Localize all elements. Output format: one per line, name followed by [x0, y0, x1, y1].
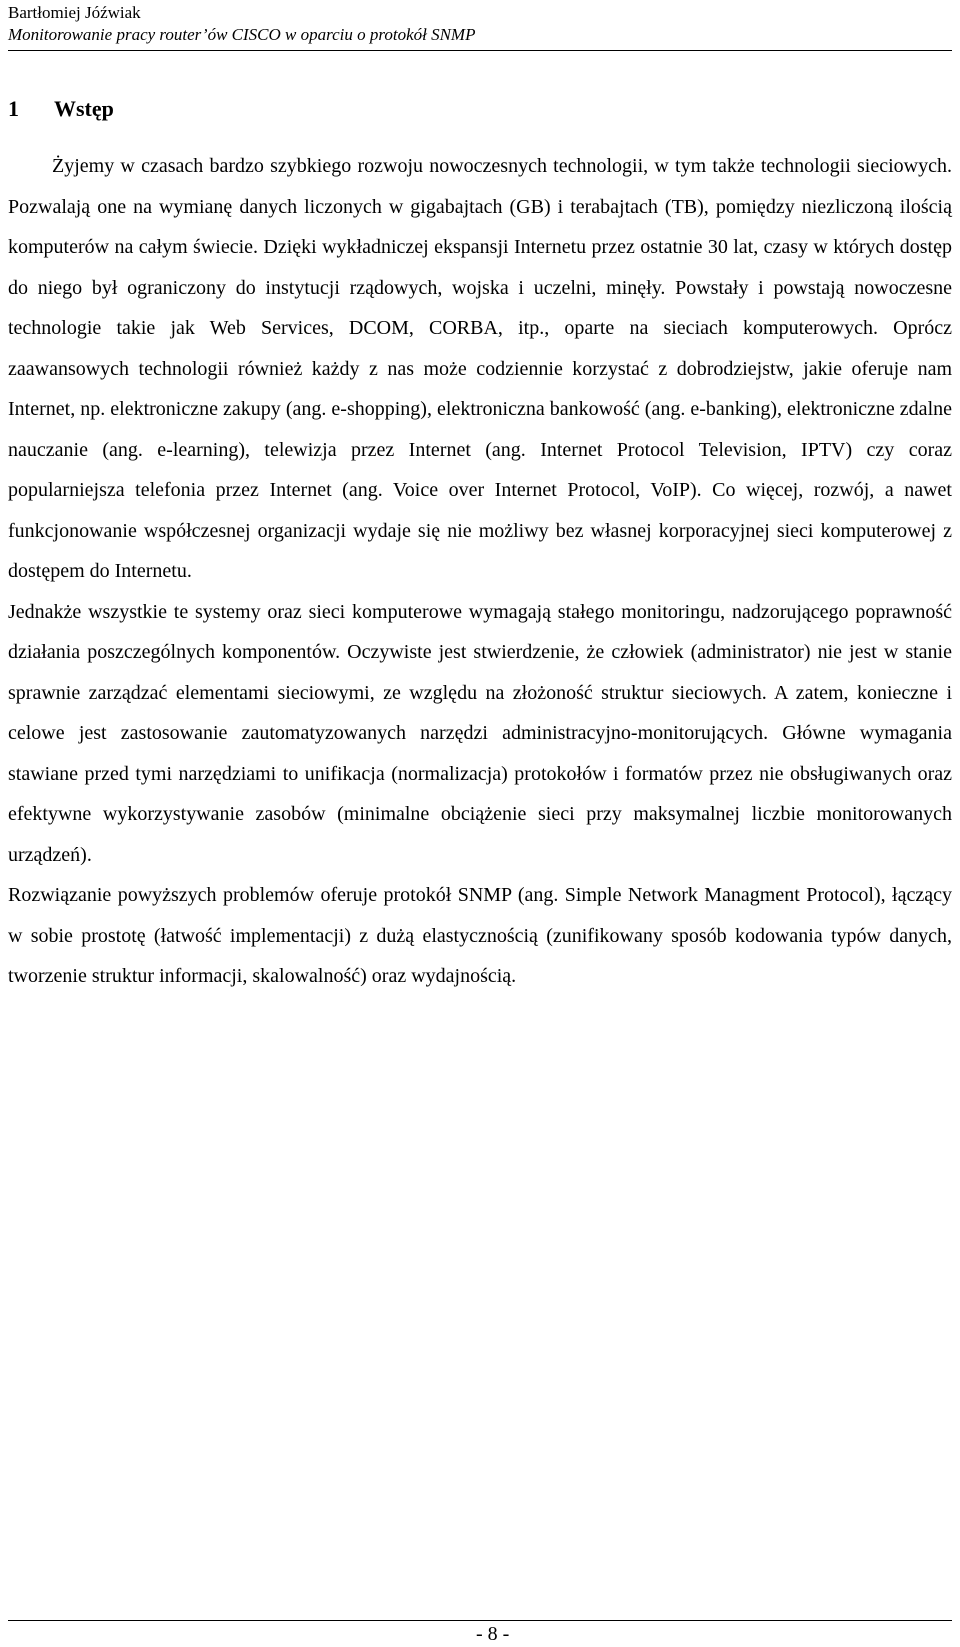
- body-text: [8, 146, 952, 997]
- page-footer: [0, 1620, 960, 1645]
- paragraph-snmp: Rozwiązanie powyższych problemów oferuje protokół SNMP (ang. Simple Network Managment Protocol), łączący w sobie prostotę (łatwość implementacji) z dużą elastycznością (zunifikowany sposób kodowania typów danych, tworzenie struktur informacji, skalowalność) oraz wydajnością.: [8, 884, 952, 987]
- document-title: Monitorowanie pracy router’ów CISCO w oparciu o protokół SNMP: [8, 25, 476, 44]
- header-divider: [8, 50, 952, 51]
- page-header: [8, 0, 952, 51]
- author-name: Bartłomiej Jóźwiak: [8, 3, 141, 22]
- section-heading: [8, 94, 114, 124]
- page-number: - 8 -: [476, 1623, 510, 1645]
- paragraph-monitoring: Jednakże wszystkie te systemy oraz sieci komputerowe wymagają stałego monitoringu, nadzorującego poprawność działania poszczególnych komponentów. Oczywiste jest stwierdzenie, że człowiek (administrator) nie jest w stanie sprawnie zarządzać elementami sieciowymi, ze względu na złożoność struktur sieciowych. A zatem, konieczne i celowe jest zastosowanie zautomatyzowanych narzędzi administracyjno-monitorujących. Główne wymagania stawiane przed tymi narzędziami to unifikacja (normalizacja) protokołów i formatów przez nie obsługiwanych oraz efektywne wykorzystywanie zasobów (minimalne obciążenie sieci przy maksymalnej liczbie monitorowanych urządzeń).: [8, 600, 952, 866]
- section-title: Wstęp: [54, 96, 114, 121]
- section-number: 1: [8, 96, 19, 121]
- paragraph-intro: Żyjemy w czasach bardzo szybkiego rozwoju nowoczesnych technologii, w tym także technologii sieciowych. Pozwalają one na wymianę danych liczonych w gigabajtach (GB) i terabajtach (TB), pomiędzy niezliczoną ilością komputerów na całym świecie. Dzięki wykładniczej ekspansji Internetu przez ostatnie 30 lat, czasy w których dostęp do niego był ograniczony do instytucji rządowych, wojska i uczelni, minęły. Powstały i powstają nowoczesne technologie takie jak Web Services, DCOM, CORBA, itp., oparte na sieciach komputerowych. Oprócz zaawansowych technologii również każdy z nas może codziennie korzystać z dobrodziejstw, jakie oferuje nam Internet, np. elektroniczne zakupy (ang. e-shopping), elektroniczna bankowość (ang. e-banking), elektroniczne zdalne nauczanie (ang. e-learning), telewizja przez Internet (ang. Internet Protocol Television, IPTV) czy coraz popularniejsza telefonia przez Internet (ang. Voice over Internet Protocol, VoIP). Co więcej, rozwój, a nawet funkcjonowanie współczesnej organizacji wydaje się nie możliwy bez własnej korporacyjnej sieci komputerowej z dostępem do Internetu.: [8, 155, 952, 582]
